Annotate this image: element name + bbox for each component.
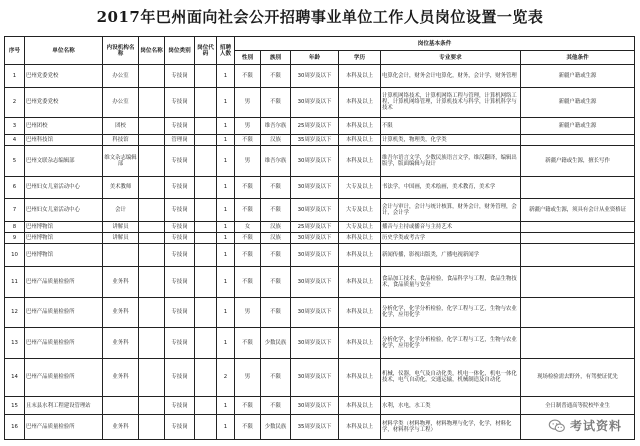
cell-count: 1 bbox=[217, 328, 235, 359]
cell-major: 会计与审计，会计与统计核算，财务会计，财务管理，会计，会计学 bbox=[381, 199, 521, 222]
cell-count: 1 bbox=[217, 297, 235, 328]
cell-no: 5 bbox=[5, 145, 25, 176]
cell-gender: 男 bbox=[235, 87, 261, 118]
cell-major: 计算机网络技术，计算机网络工程与管理，计算机网络工程，计算机网络管理，计算机技术与科学，计算机科学与技术 bbox=[381, 87, 521, 118]
cell-code bbox=[195, 266, 217, 297]
cell-dept: 业务科 bbox=[103, 358, 139, 396]
cell-other bbox=[521, 134, 635, 145]
cell-age: 30周岁及以下 bbox=[291, 244, 339, 267]
cell-code bbox=[195, 232, 217, 243]
header-unit: 单位名称 bbox=[25, 37, 103, 65]
cell-ethnic: 维吾尔族 bbox=[261, 145, 291, 176]
cell-type: 专技岗 bbox=[165, 297, 195, 328]
cell-edu: 本科及以上 bbox=[339, 134, 381, 145]
table-row bbox=[5, 396, 635, 414]
cell-unit: 巴州妇女儿童活动中心 bbox=[25, 199, 103, 222]
cell-type: 专技岗 bbox=[165, 118, 195, 134]
cell-other bbox=[521, 221, 635, 232]
cell-major: 计算机类，物理类，化学类 bbox=[381, 134, 521, 145]
cell-other: 新疆户籍或生源，擅长写作 bbox=[521, 145, 635, 176]
cell-ethnic: 不限 bbox=[261, 65, 291, 88]
cell-unit: 巴州产品质量检验所 bbox=[25, 297, 103, 328]
cell-edu: 本科及以上 bbox=[339, 358, 381, 396]
cell-major: 播音与主持或播音与主持艺术 bbox=[381, 221, 521, 232]
cell-count: 1 bbox=[217, 232, 235, 243]
cell-major: 分析化学，化学分析检验，化学工程与工艺，生物与农业化学，应用化学 bbox=[381, 297, 521, 328]
cell-unit: 巴州博物馆 bbox=[25, 221, 103, 232]
cell-ethnic: 汉族 bbox=[261, 232, 291, 243]
cell-no: 2 bbox=[5, 87, 25, 118]
cell-age: 30周岁及以下 bbox=[291, 266, 339, 297]
cell-type: 专技岗 bbox=[165, 65, 195, 88]
cell-gender: 不限 bbox=[235, 232, 261, 243]
cell-count: 1 bbox=[217, 221, 235, 232]
cell-post bbox=[139, 415, 165, 440]
cell-type: 管理岗 bbox=[165, 134, 195, 145]
cell-code bbox=[195, 358, 217, 396]
cell-ethnic: 汉族 bbox=[261, 221, 291, 232]
cell-code bbox=[195, 328, 217, 359]
cell-age: 30周岁及以下 bbox=[291, 176, 339, 199]
cell-other bbox=[521, 244, 635, 267]
header-post: 岗位名称 bbox=[139, 37, 165, 65]
cell-no: 6 bbox=[5, 176, 25, 199]
cell-ethnic: 不限 bbox=[261, 358, 291, 396]
cell-no: 16 bbox=[5, 415, 25, 440]
cell-other bbox=[521, 297, 635, 328]
cell-gender: 不限 bbox=[235, 134, 261, 145]
cell-gender: 不限 bbox=[235, 266, 261, 297]
header-count: 招聘人数 bbox=[217, 37, 235, 65]
header-edu: 学历 bbox=[339, 51, 381, 65]
cell-count: 2 bbox=[217, 358, 235, 396]
header-age: 年龄 bbox=[291, 51, 339, 65]
cell-ethnic: 不限 bbox=[261, 87, 291, 118]
cell-major: 新闻传播，影视出版类，广播电视新闻学 bbox=[381, 244, 521, 267]
cell-count: 1 bbox=[217, 176, 235, 199]
cell-dept: 业务科 bbox=[103, 297, 139, 328]
cell-code bbox=[195, 221, 217, 232]
cell-dept: 讲解员 bbox=[103, 221, 139, 232]
cell-no: 11 bbox=[5, 266, 25, 297]
cell-post bbox=[139, 328, 165, 359]
cell-dept bbox=[103, 396, 139, 414]
cell-unit: 巴州团校 bbox=[25, 118, 103, 134]
cell-no: 10 bbox=[5, 244, 25, 267]
cell-type: 专技岗 bbox=[165, 199, 195, 222]
cell-age: 25周岁及以下 bbox=[291, 221, 339, 232]
cell-age: 35周岁及以下 bbox=[291, 415, 339, 440]
cell-gender: 男 bbox=[235, 118, 261, 134]
cell-type: 专技岗 bbox=[165, 221, 195, 232]
cell-edu: 本科及以上 bbox=[339, 396, 381, 414]
wechat-icon bbox=[548, 419, 566, 433]
cell-no: 3 bbox=[5, 118, 25, 134]
cell-unit: 巴州党委党校 bbox=[25, 65, 103, 88]
cell-count: 1 bbox=[217, 65, 235, 88]
cell-post bbox=[139, 244, 165, 267]
cell-count: 1 bbox=[217, 87, 235, 118]
cell-dept: 办公室 bbox=[103, 65, 139, 88]
table-row bbox=[5, 87, 635, 118]
cell-ethnic: 不限 bbox=[261, 244, 291, 267]
cell-post bbox=[139, 176, 165, 199]
table-row bbox=[5, 232, 635, 243]
cell-gender: 不限 bbox=[235, 396, 261, 414]
table-row bbox=[5, 134, 635, 145]
cell-post bbox=[139, 134, 165, 145]
cell-no: 1 bbox=[5, 65, 25, 88]
cell-edu: 本科及以上 bbox=[339, 232, 381, 243]
cell-post bbox=[139, 358, 165, 396]
cell-edu: 本科及以上 bbox=[339, 415, 381, 440]
cell-age: 35周岁及以下 bbox=[291, 134, 339, 145]
cell-code bbox=[195, 87, 217, 118]
cell-unit: 巴州产品质量检验所 bbox=[25, 358, 103, 396]
cell-edu: 大专及以上 bbox=[339, 221, 381, 232]
table-row bbox=[5, 328, 635, 359]
table-row bbox=[5, 65, 635, 88]
cell-ethnic: 不限 bbox=[261, 266, 291, 297]
page-title: 2017年巴州面向社会公开招聘事业单位工作人员岗位设置一览表 bbox=[96, 8, 544, 26]
cell-gender: 不限 bbox=[235, 244, 261, 267]
table-row bbox=[5, 176, 635, 199]
cell-age: 30周岁及以下 bbox=[291, 65, 339, 88]
cell-unit: 且末县水利工程建设管理站 bbox=[25, 396, 103, 414]
header-dept: 内设机构名称 bbox=[103, 37, 139, 65]
cell-post bbox=[139, 118, 165, 134]
cell-count: 1 bbox=[217, 145, 235, 176]
cell-no: 7 bbox=[5, 199, 25, 222]
cell-type: 专技岗 bbox=[165, 176, 195, 199]
cell-code bbox=[195, 145, 217, 176]
cell-count: 1 bbox=[217, 266, 235, 297]
cell-gender: 男 bbox=[235, 358, 261, 396]
cell-major: 材料学类（材料物理，材料物理与化学，化学，材料化学，材料科学与工程） bbox=[381, 415, 521, 440]
cell-no: 13 bbox=[5, 328, 25, 359]
cell-gender: 女 bbox=[235, 221, 261, 232]
cell-code bbox=[195, 118, 217, 134]
cell-major: 机械，仪器，电气及自动化类，机电一体化，机电一体化技术，电气自动化，交通运输，机械制造及自动化 bbox=[381, 358, 521, 396]
cell-no: 9 bbox=[5, 232, 25, 243]
cell-other: 全日制普通高等院校毕业生 bbox=[521, 396, 635, 414]
cell-count: 1 bbox=[217, 134, 235, 145]
cell-dept: 业务科 bbox=[103, 266, 139, 297]
header-ethnic: 族别 bbox=[261, 51, 291, 65]
cell-edu: 本科及以上 bbox=[339, 118, 381, 134]
cell-other bbox=[521, 232, 635, 243]
cell-edu: 大专及以上 bbox=[339, 176, 381, 199]
cell-age: 30周岁及以下 bbox=[291, 297, 339, 328]
cell-age: 30周岁及以下 bbox=[291, 396, 339, 414]
cell-major: 食品加工技术，食品检验，食品科学与工程，食品生物技术，食品质量与安全 bbox=[381, 266, 521, 297]
cell-type: 专技岗 bbox=[165, 358, 195, 396]
cell-post bbox=[139, 145, 165, 176]
table-row bbox=[5, 297, 635, 328]
table-row bbox=[5, 358, 635, 396]
cell-ethnic: 少数民族 bbox=[261, 328, 291, 359]
cell-age: 30周岁及以下 bbox=[291, 328, 339, 359]
cell-age: 30周岁及以下 bbox=[291, 358, 339, 396]
cell-post bbox=[139, 232, 165, 243]
cell-dept: 美术教师 bbox=[103, 176, 139, 199]
cell-other bbox=[521, 328, 635, 359]
cell-ethnic: 不限 bbox=[261, 199, 291, 222]
cell-code bbox=[195, 297, 217, 328]
cell-unit: 巴州博物馆 bbox=[25, 232, 103, 243]
cell-unit: 巴州妇女儿童活动中心 bbox=[25, 176, 103, 199]
cell-other: 新疆户籍或生源 bbox=[521, 65, 635, 88]
cell-type: 专技岗 bbox=[165, 87, 195, 118]
cell-post bbox=[139, 199, 165, 222]
cell-count: 1 bbox=[217, 199, 235, 222]
watermark bbox=[544, 415, 626, 436]
cell-unit: 巴州科技馆 bbox=[25, 134, 103, 145]
cell-other bbox=[521, 266, 635, 297]
cell-count: 1 bbox=[217, 244, 235, 267]
cell-gender: 不限 bbox=[235, 328, 261, 359]
cell-type: 专技岗 bbox=[165, 266, 195, 297]
cell-unit: 巴州产品质量检验所 bbox=[25, 266, 103, 297]
cell-post bbox=[139, 297, 165, 328]
cell-unit: 巴州产品质量检验所 bbox=[25, 415, 103, 440]
cell-dept: 团校 bbox=[103, 118, 139, 134]
cell-unit: 巴州党委党校 bbox=[25, 87, 103, 118]
header-post-type: 岗位类别 bbox=[165, 37, 195, 65]
cell-other: 新疆户籍或生源 bbox=[521, 87, 635, 118]
cell-other: 新疆户籍或生源 bbox=[521, 118, 635, 134]
cell-dept: 业务科 bbox=[103, 328, 139, 359]
cell-edu: 本科及以上 bbox=[339, 65, 381, 88]
cell-no: 12 bbox=[5, 297, 25, 328]
cell-dept: 维文杂志编辑部 bbox=[103, 145, 139, 176]
cell-other: 现场检验需去野外，有驾驶证优先 bbox=[521, 358, 635, 396]
recruitment-table bbox=[4, 36, 635, 440]
cell-count: 1 bbox=[217, 118, 235, 134]
table-row bbox=[5, 221, 635, 232]
cell-edu: 本科及以上 bbox=[339, 87, 381, 118]
cell-type: 专技岗 bbox=[165, 396, 195, 414]
cell-no: 8 bbox=[5, 221, 25, 232]
cell-dept: 会计 bbox=[103, 199, 139, 222]
cell-unit: 巴州博物馆 bbox=[25, 244, 103, 267]
cell-major: 分析化学，化学分析检验，化学工程与工艺，生物与农业化学，应用化学 bbox=[381, 328, 521, 359]
cell-dept: 科技馆 bbox=[103, 134, 139, 145]
cell-code bbox=[195, 415, 217, 440]
cell-type: 专技岗 bbox=[165, 145, 195, 176]
cell-code bbox=[195, 176, 217, 199]
table-row bbox=[5, 244, 635, 267]
cell-count: 1 bbox=[217, 396, 235, 414]
table-row bbox=[5, 118, 635, 134]
cell-age: 25周岁及以下 bbox=[291, 118, 339, 134]
cell-age: 30周岁及以下 bbox=[291, 87, 339, 118]
table-row bbox=[5, 266, 635, 297]
cell-major: 不限 bbox=[381, 118, 521, 134]
cell-dept: 业务科 bbox=[103, 415, 139, 440]
cell-major: 水利，水电，水工类 bbox=[381, 396, 521, 414]
cell-ethnic: 少数民族 bbox=[261, 415, 291, 440]
cell-major: 维吾尔语言文学，少数民族语言文学，维汉翻译，编辑出版学，版面编辑与设计 bbox=[381, 145, 521, 176]
cell-type: 专技岗 bbox=[165, 244, 195, 267]
cell-code bbox=[195, 244, 217, 267]
cell-dept: 讲解员 bbox=[103, 232, 139, 243]
cell-post bbox=[139, 87, 165, 118]
header-gender: 性别 bbox=[235, 51, 261, 65]
header-post-code: 岗位代码 bbox=[195, 37, 217, 65]
cell-no: 14 bbox=[5, 358, 25, 396]
cell-edu: 本科及以上 bbox=[339, 297, 381, 328]
cell-type: 专技岗 bbox=[165, 232, 195, 243]
header-basic: 岗位基本条件 bbox=[235, 37, 635, 51]
cell-other: 新疆户籍或生源，须具有会计从业资格证 bbox=[521, 199, 635, 222]
cell-ethnic: 不限 bbox=[261, 297, 291, 328]
cell-no: 15 bbox=[5, 396, 25, 414]
cell-gender: 不限 bbox=[235, 415, 261, 440]
cell-gender: 男 bbox=[235, 145, 261, 176]
cell-type: 专技岗 bbox=[165, 328, 195, 359]
table-row bbox=[5, 145, 635, 176]
cell-dept: 办公室 bbox=[103, 87, 139, 118]
cell-post bbox=[139, 266, 165, 297]
cell-code bbox=[195, 65, 217, 88]
header-major: 专业要求 bbox=[381, 51, 521, 65]
cell-gender: 男 bbox=[235, 297, 261, 328]
cell-type: 专技岗 bbox=[165, 415, 195, 440]
cell-post bbox=[139, 65, 165, 88]
cell-edu: 大专及以上 bbox=[339, 199, 381, 222]
header-no: 序号 bbox=[5, 37, 25, 65]
cell-edu: 本科及以上 bbox=[339, 328, 381, 359]
cell-gender: 不限 bbox=[235, 199, 261, 222]
cell-age: 30周岁及以下 bbox=[291, 199, 339, 222]
cell-edu: 本科及以上 bbox=[339, 244, 381, 267]
cell-ethnic: 不限 bbox=[261, 396, 291, 414]
table-row bbox=[5, 415, 635, 440]
cell-major: 书法学，中国画，美术绘画，美术教育，美术学 bbox=[381, 176, 521, 199]
cell-edu: 本科及以上 bbox=[339, 145, 381, 176]
cell-ethnic: 汉族 bbox=[261, 134, 291, 145]
table-row bbox=[5, 199, 635, 222]
cell-unit: 巴州文联杂志编辑部 bbox=[25, 145, 103, 176]
cell-code bbox=[195, 199, 217, 222]
cell-ethnic: 不限 bbox=[261, 176, 291, 199]
cell-no: 4 bbox=[5, 134, 25, 145]
cell-post bbox=[139, 221, 165, 232]
cell-age: 30周岁及以下 bbox=[291, 145, 339, 176]
cell-code bbox=[195, 134, 217, 145]
cell-gender: 不限 bbox=[235, 176, 261, 199]
cell-unit: 巴州产品质量检验所 bbox=[25, 328, 103, 359]
cell-age: 30周岁及以下 bbox=[291, 232, 339, 243]
cell-other bbox=[521, 176, 635, 199]
cell-count: 1 bbox=[217, 415, 235, 440]
cell-gender: 不限 bbox=[235, 65, 261, 88]
header-other: 其他条件 bbox=[521, 51, 635, 65]
cell-edu: 本科及以上 bbox=[339, 266, 381, 297]
cell-major: 历史学类或考古学 bbox=[381, 232, 521, 243]
cell-post bbox=[139, 396, 165, 414]
watermark-text: 考试资料 bbox=[569, 419, 622, 433]
cell-dept bbox=[103, 244, 139, 267]
cell-ethnic: 维吾尔族 bbox=[261, 118, 291, 134]
cell-major: 电算化会计，财务会计电算化，财务，会计学，财务管理 bbox=[381, 65, 521, 88]
cell-code bbox=[195, 396, 217, 414]
